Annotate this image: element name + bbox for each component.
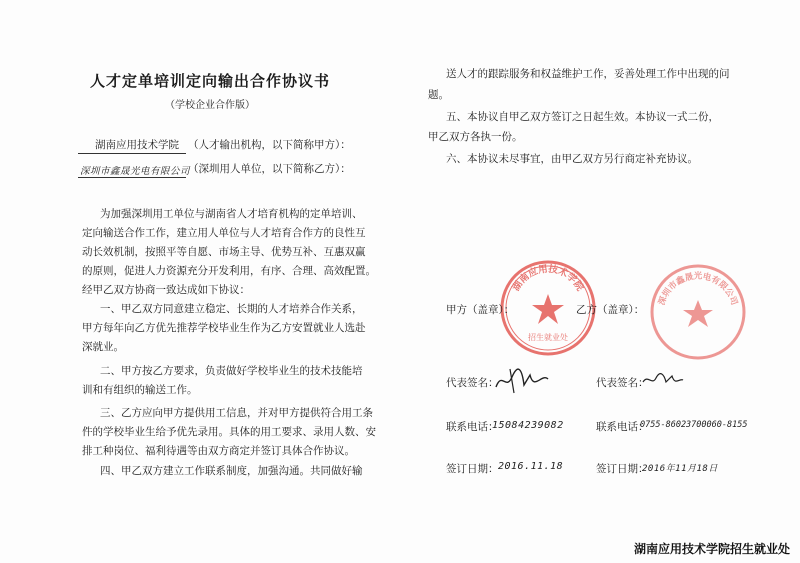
body-line: 动长效机制，按照平等自愿、市场主导、优势互补、互惠双赢: [82, 246, 366, 258]
date-b-handwritten: 2016年11月18日: [642, 464, 718, 474]
rep-signature-label-b: 代表签名：: [596, 377, 649, 389]
clause-6: 六、本协议未尽事宜，由甲乙双方另行商定补充协议。: [446, 153, 698, 165]
body-line: 题。: [428, 89, 449, 101]
company-seal: [648, 262, 748, 362]
signature-a: [492, 365, 552, 395]
body-line: 排工种岗位、福利待遇等由双方商定并签订具体合作协议。: [82, 445, 355, 457]
party-b-note: （深圳用人单位，以下简称乙方）：: [188, 163, 351, 175]
body-line: 定向输送合作工作，建立用人单位与人才培育合作方的良性互: [82, 227, 366, 239]
phone-b-handwritten: 0755-86023700060-8155: [640, 420, 748, 430]
phone-label-a: 联系电话：: [446, 421, 499, 433]
phone-a-handwritten: 15084239082: [492, 420, 564, 431]
party-b-underline: [78, 177, 186, 178]
party-a-seal-label: 甲方（盖章）：: [446, 304, 515, 316]
body-line: 经甲乙双方协商一致达成如下协议：: [82, 284, 250, 296]
date-label-b: 签订日期：: [596, 463, 649, 475]
clause-5: 五、本协议自甲乙双方签订之日起生效。本协议一式二份，: [446, 111, 719, 123]
footer-watermark: 湖南应用技术学院招生就业处: [633, 542, 790, 556]
svg-text:深圳市鑫晟光电有限公司: 深圳市鑫晟光电有限公司: [657, 271, 739, 307]
date-label-a: 签订日期：: [446, 463, 499, 475]
body-line: 甲方每年向乙方优先推荐学校毕业生作为乙方安置就业人选赴: [82, 322, 366, 334]
party-b-name-handwritten: 深圳市鑫晟光电有限公司: [80, 166, 191, 177]
party-a-underline: [78, 153, 186, 154]
body-line: 的原则，促进人力资源充分开发利用，有序、合理、高效配置。: [82, 265, 376, 277]
party-a-name: 湖南应用技术学院: [95, 139, 179, 151]
body-line: 件的学校毕业生给予优先录用。具体的用工要求、录用人数、安: [82, 426, 376, 438]
signature-b: [640, 368, 685, 390]
body-line: 甲乙双方各执一份。: [428, 131, 523, 143]
body-line: 为加强深圳用工单位与湖南省人才培育机构的定单培训、: [100, 208, 363, 220]
body-line: 深就业。: [82, 341, 124, 353]
clause-3: 三、乙方应向甲方提供用工信息，并对甲方提供符合用工条: [100, 407, 373, 419]
clause-4: 四、甲乙双方建立工作联系制度，加强沟通。共同做好输: [100, 465, 363, 477]
phone-label-b: 联系电话：: [596, 421, 649, 433]
party-b-seal-label: 乙方（盖章）：: [576, 304, 645, 316]
party-a-note: （人才输出机构，以下简称甲方）：: [188, 139, 351, 151]
document-title: 人才定单培训定向输出合作协议书: [89, 72, 330, 90]
clause-2: 二、甲方按乙方要求，负责做好学校毕业生的技术技能培: [100, 365, 363, 377]
body-line: 训和有组织的输送工作。: [82, 384, 198, 396]
rep-signature-label-a: 代表签名：: [446, 377, 499, 389]
svg-text:湖南应用技术学院: 湖南应用技术学院: [510, 263, 586, 294]
clause-1: 一、甲乙双方同意建立稳定、长期的人才培养合作关系，: [100, 303, 363, 315]
date-a-handwritten: 2016.11.18: [498, 461, 564, 472]
document-subtitle: （学校企业合作版）: [165, 100, 255, 111]
body-line: 送人才的跟踪服务和权益维护工作，妥善处理工作中出现的问: [446, 68, 730, 80]
svg-text:招生就业处: 招生就业处: [528, 333, 568, 342]
